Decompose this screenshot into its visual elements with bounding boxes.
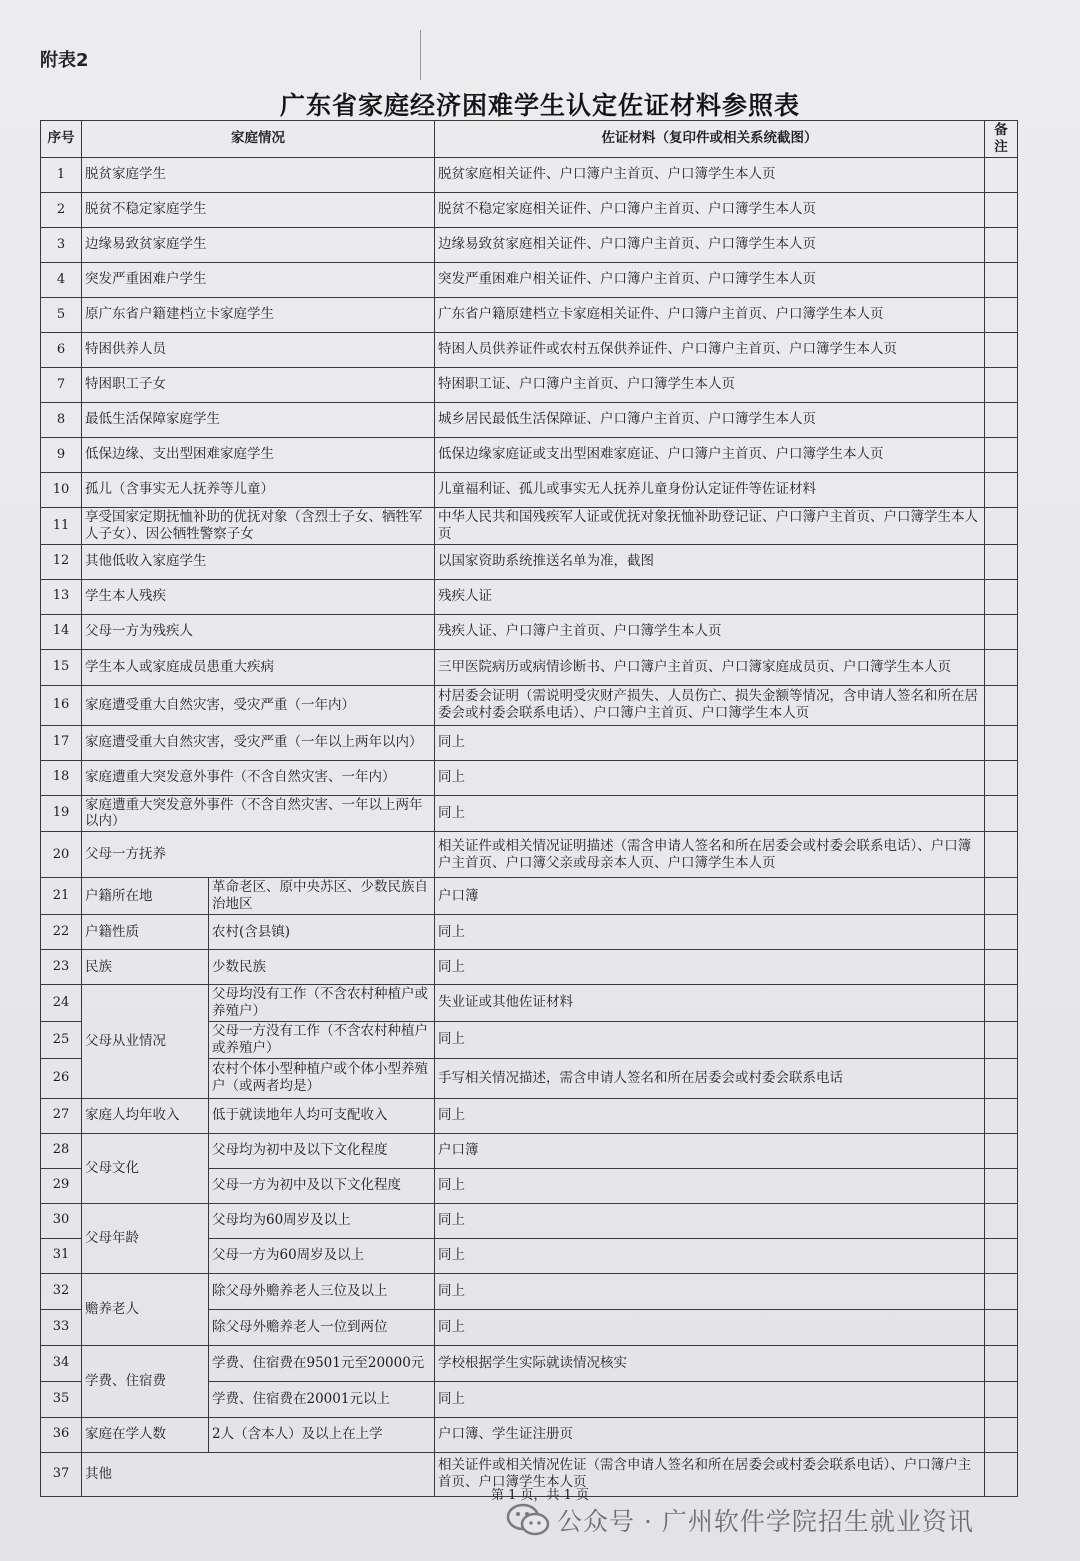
row-remark [985,725,1018,760]
row-category: 父母文化 [82,1133,209,1203]
row-no: 18 [41,760,82,795]
row-remark [985,1309,1018,1345]
row-no: 4 [41,262,82,297]
row-remark [985,157,1018,192]
row-subitem: 父母一方没有工作（不含农村种植户或养殖户） [209,1021,435,1058]
table-row [41,472,1018,507]
table-row [41,297,1018,332]
table-row [41,614,1018,649]
evidence-table [40,120,1018,1497]
row-category: 家庭人均年收入 [82,1098,209,1133]
row-remark [985,1381,1018,1417]
row-subitem: 低于就读地年人均可支配收入 [209,1098,435,1133]
row-evidence: 特困职工证、户口簿户主首页、户口簿学生本人页 [435,367,985,402]
row-subitem: 父母均没有工作（不含农村种植户或养殖户） [209,985,435,1022]
row-subitem: 除父母外赡养老人三位及以上 [209,1273,435,1309]
row-remark [985,367,1018,402]
row-category: 其他 [82,1452,435,1496]
row-remark [985,649,1018,685]
page-title: 广东省家庭经济困难学生认定佐证材料参照表 [279,91,800,120]
row-evidence: 同上 [435,1309,985,1345]
row-subitem: 父母均为60周岁及以上 [209,1203,435,1238]
row-no: 5 [41,297,82,332]
row-evidence: 同上 [435,795,985,832]
table-row [41,157,1018,192]
row-remark [985,1098,1018,1133]
row-evidence: 脱贫家庭相关证件、户口簿户主首页、户口簿学生本人页 [435,157,985,192]
row-evidence: 儿童福利证、孤儿或事实无人抚养儿童身份认定证件等佐证材料 [435,472,985,507]
row-situation: 家庭遭受重大自然灾害，受灾严重（一年内） [82,685,435,725]
row-no: 25 [41,1021,82,1058]
row-subitem: 父母一方为60周岁及以上 [209,1238,435,1273]
row-category: 学费、住宿费 [82,1345,209,1417]
row-evidence: 同上 [435,1273,985,1309]
row-evidence: 突发严重困难户相关证件、户口簿户主首页、户口簿学生本人页 [435,262,985,297]
watermark [505,1500,974,1540]
row-no: 22 [41,915,82,950]
row-situation: 父母一方抚养 [82,832,435,878]
table-row [41,878,1018,915]
row-subitem: 2人（含本人）及以上在上学 [209,1417,435,1452]
row-evidence: 广东省户籍原建档立卡家庭相关证件、户口簿户主首页、户口簿学生本人页 [435,297,985,332]
row-remark [985,297,1018,332]
row-remark [985,1203,1018,1238]
row-category: 家庭在学人数 [82,1417,209,1452]
row-remark [985,1058,1018,1098]
row-evidence: 同上 [435,915,985,950]
fold-mark [420,30,421,80]
row-category: 赡养老人 [82,1273,209,1345]
table-row [41,950,1018,985]
row-no: 6 [41,332,82,367]
row-situation: 父母一方为残疾人 [82,614,435,649]
table-row [41,544,1018,579]
row-situation: 边缘易致贫家庭学生 [82,227,435,262]
row-evidence: 户口簿 [435,1133,985,1168]
row-no: 7 [41,367,82,402]
row-remark [985,614,1018,649]
row-no: 8 [41,402,82,437]
row-no: 20 [41,832,82,878]
row-evidence: 同上 [435,950,985,985]
row-evidence: 脱贫不稳定家庭相关证件、户口簿户主首页、户口簿学生本人页 [435,192,985,227]
row-remark [985,1238,1018,1273]
row-no: 17 [41,725,82,760]
header-evidence: 佐证材料（复印件或相关系统截图） [435,121,985,158]
row-no: 28 [41,1133,82,1168]
row-no: 21 [41,878,82,915]
row-subitem: 学费、住宿费在20001元以上 [209,1381,435,1417]
row-situation: 脱贫家庭学生 [82,157,435,192]
table-row [41,725,1018,760]
row-subitem: 父母均为初中及以下文化程度 [209,1133,435,1168]
row-no: 1 [41,157,82,192]
row-no: 23 [41,950,82,985]
row-remark [985,1133,1018,1168]
row-evidence: 手写相关情况描述，需含申请人签名和所在居委会或村委会联系电话 [435,1058,985,1098]
row-evidence: 同上 [435,1238,985,1273]
header-remark: 备注 [985,121,1018,158]
table-row [41,227,1018,262]
row-evidence: 特困人员供养证件或农村五保供养证件、户口簿户主首页、户口簿学生本人页 [435,332,985,367]
table-row [41,832,1018,878]
row-category: 民族 [82,950,209,985]
table-row [41,760,1018,795]
row-remark [985,1168,1018,1203]
grouped-rows [41,878,1018,1496]
row-no: 30 [41,1203,82,1238]
row-no: 33 [41,1309,82,1345]
row-no: 15 [41,649,82,685]
row-remark [985,437,1018,472]
row-evidence: 同上 [435,1381,985,1417]
header-situation: 家庭情况 [82,121,435,158]
row-no: 24 [41,985,82,1022]
row-remark [985,1273,1018,1309]
row-evidence: 户口簿 [435,878,985,915]
row-remark [985,760,1018,795]
row-no: 32 [41,1273,82,1309]
header-no: 序号 [41,121,82,158]
table-row [41,985,1018,1022]
row-category: 父母从业情况 [82,985,209,1099]
row-situation: 孤儿（含事实无人抚养等儿童） [82,472,435,507]
attachment-label: 附表2 [40,50,89,71]
row-remark [985,402,1018,437]
row-situation: 其他低收入家庭学生 [82,544,435,579]
table-row [41,649,1018,685]
row-remark [985,950,1018,985]
row-no: 12 [41,544,82,579]
row-subitem: 农村个体小型种植户或个体小型养殖户（或两者均是） [209,1058,435,1098]
row-category: 户籍所在地 [82,878,209,915]
row-subitem: 除父母外赡养老人一位到两位 [209,1309,435,1345]
row-no: 13 [41,579,82,614]
table-row [41,192,1018,227]
row-evidence: 村居委会证明（需说明受灾财产损失、人员伤亡、损失金额等情况，含申请人签名和所在居委会或村委会联系电话）、户口簿户主首页、户口簿学生本人页 [435,685,985,725]
row-no: 31 [41,1238,82,1273]
row-no: 36 [41,1417,82,1452]
row-remark [985,1021,1018,1058]
row-remark [985,1417,1018,1452]
row-situation: 学生本人或家庭成员患重大疾病 [82,649,435,685]
page-number: 第 1 页，共 1 页 [490,1488,590,1503]
table-row [41,1345,1018,1381]
row-no: 26 [41,1058,82,1098]
row-situation: 家庭遭重大突发意外事件（不含自然灾害、一年以上两年以内） [82,795,435,832]
row-evidence: 同上 [435,1203,985,1238]
row-situation: 最低生活保障家庭学生 [82,402,435,437]
row-remark [985,685,1018,725]
row-no: 9 [41,437,82,472]
table-row [41,685,1018,725]
row-situation: 脱贫不稳定家庭学生 [82,192,435,227]
row-remark [985,544,1018,579]
row-evidence: 低保边缘家庭证或支出型困难家庭证、户口簿户主首页、户口簿学生本人页 [435,437,985,472]
row-remark [985,507,1018,544]
simple-rows [41,157,1018,878]
table-row [41,795,1018,832]
row-situation: 突发严重困难户学生 [82,262,435,297]
row-no: 2 [41,192,82,227]
table-row [41,507,1018,544]
row-evidence: 户口簿、学生证注册页 [435,1417,985,1452]
table-row [41,1273,1018,1309]
row-remark [985,915,1018,950]
row-evidence: 三甲医院病历或病情诊断书、户口簿户主首页、户口簿家庭成员页、户口簿学生本人页 [435,649,985,685]
row-evidence: 同上 [435,1021,985,1058]
row-no: 10 [41,472,82,507]
row-no: 16 [41,685,82,725]
row-remark [985,832,1018,878]
row-evidence: 同上 [435,1168,985,1203]
row-category: 户籍性质 [82,915,209,950]
row-no: 29 [41,1168,82,1203]
row-remark [985,472,1018,507]
table-row [41,332,1018,367]
row-no: 37 [41,1452,82,1496]
row-evidence: 相关证件或相关情况证明描述（需含申请人签名和所在居委会或村委会联系电话）、户口簿户主首页、户口簿父亲或母亲本人页、户口簿学生本人页 [435,832,985,878]
row-evidence: 城乡居民最低生活保障证、户口簿户主首页、户口簿学生本人页 [435,402,985,437]
row-no: 3 [41,227,82,262]
row-evidence: 边缘易致贫家庭相关证件、户口簿户主首页、户口簿学生本人页 [435,227,985,262]
row-no: 19 [41,795,82,832]
row-situation: 家庭遭重大突发意外事件（不含自然灾害、一年内） [82,760,435,795]
table-header-row [41,121,1018,158]
row-situation: 学生本人残疾 [82,579,435,614]
row-category: 父母年龄 [82,1203,209,1273]
table-row [41,579,1018,614]
row-remark [985,579,1018,614]
row-remark [985,192,1018,227]
table-row [41,262,1018,297]
row-no: 35 [41,1381,82,1417]
row-evidence: 残疾人证 [435,579,985,614]
row-remark [985,878,1018,915]
row-subitem: 农村(含县镇) [209,915,435,950]
row-evidence: 以国家资助系统推送名单为准，截图 [435,544,985,579]
row-no: 11 [41,507,82,544]
row-no: 14 [41,614,82,649]
row-evidence: 同上 [435,725,985,760]
table-row [41,1203,1018,1238]
table-row [41,1133,1018,1168]
row-no: 34 [41,1345,82,1381]
row-situation: 特困供养人员 [82,332,435,367]
row-situation: 低保边缘、支出型困难家庭学生 [82,437,435,472]
row-evidence: 失业证或其他佐证材料 [435,985,985,1022]
table-row [41,437,1018,472]
table-row [41,1098,1018,1133]
row-situation: 家庭遭受重大自然灾害，受灾严重（一年以上两年以内） [82,725,435,760]
row-situation: 原广东省户籍建档立卡家庭学生 [82,297,435,332]
row-evidence: 中华人民共和国残疾军人证或优抚对象抚恤补助登记证、户口簿户主首页、户口簿学生本人页 [435,507,985,544]
row-evidence: 同上 [435,760,985,795]
row-subitem: 少数民族 [209,950,435,985]
row-remark [985,227,1018,262]
table-row [41,402,1018,437]
row-situation: 特困职工子女 [82,367,435,402]
table-row [41,367,1018,402]
row-subitem: 革命老区、原中央苏区、少数民族自治地区 [209,878,435,915]
row-remark [985,262,1018,297]
row-situation: 享受国家定期抚恤补助的优抚对象（含烈士子女、牺牲军人子女）、因公牺牲警察子女 [82,507,435,544]
table-row [41,1417,1018,1452]
watermark-text: 公众号 · 广州软件学院招生就业资讯 [557,1507,974,1536]
row-remark [985,1345,1018,1381]
row-remark [985,332,1018,367]
row-no: 27 [41,1098,82,1133]
table-row [41,915,1018,950]
row-subitem: 父母一方为初中及以下文化程度 [209,1168,435,1203]
row-subitem: 学费、住宿费在9501元至20000元 [209,1345,435,1381]
wechat-icon [505,1502,551,1538]
row-evidence: 相关证件或相关情况佐证（需含申请人签名和所在居委会或村委会联系电话）、户口簿户主首页、户口簿学生本人页 [435,1452,985,1496]
row-remark [985,985,1018,1022]
row-evidence: 残疾人证、户口簿户主首页、户口簿学生本人页 [435,614,985,649]
row-remark [985,795,1018,832]
row-evidence: 同上 [435,1098,985,1133]
row-evidence: 学校根据学生实际就读情况核实 [435,1345,985,1381]
